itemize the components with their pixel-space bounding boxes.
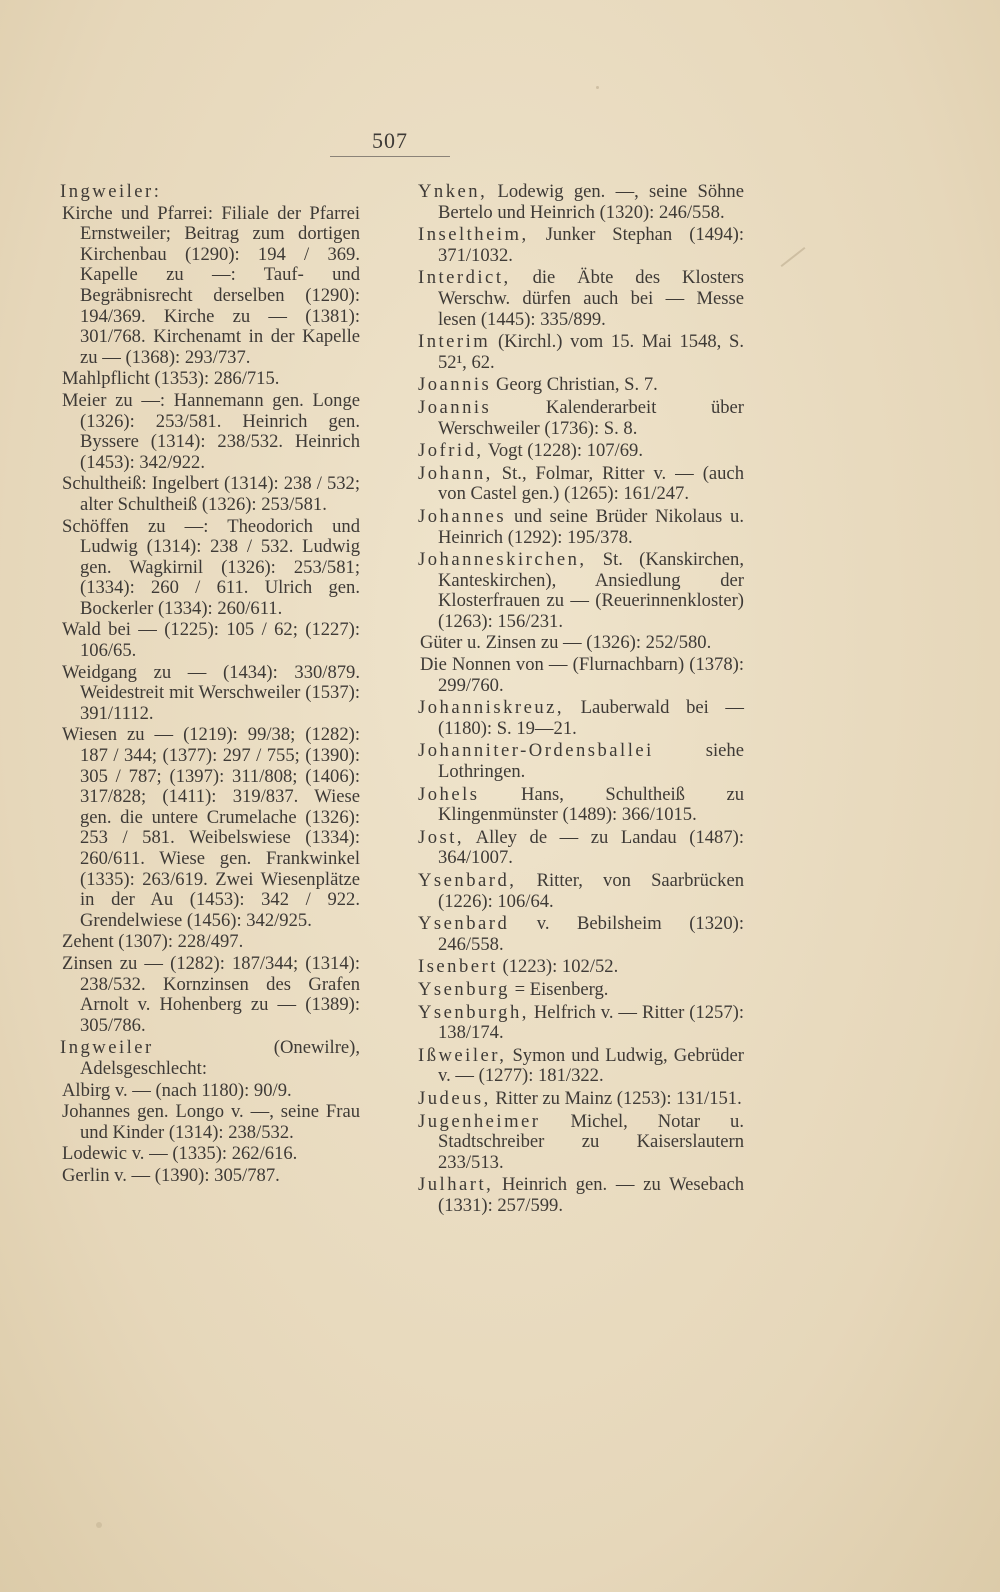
entry-term: Ißweiler, — [418, 1044, 507, 1066]
sub-entry: Schöffen zu —: Theodorich und Ludwig (1314): 238 / 532. Ludwig gen. Wagkirnil (1326): 253/581; (1334): 260 / 611. Ulrich gen. Bockerler (1334): 260/611. — [62, 515, 360, 619]
entry-text: Helfrich v. — Ritter (1257): 138/174. — [438, 1001, 744, 1044]
entry-term: Ysenburgh, — [418, 1001, 529, 1023]
index-entry — [418, 464, 744, 505]
entry-heading — [418, 1112, 744, 1174]
sub-entry: Güter u. Zinsen zu — (1326): 252/580. — [420, 632, 712, 654]
entry-text: (1223): 102/52. — [502, 956, 619, 978]
entry-term: Johannes — [418, 505, 507, 527]
index-entry — [418, 375, 744, 396]
index-entry — [418, 785, 744, 826]
entry-heading — [418, 441, 744, 462]
index-entry — [60, 182, 360, 1036]
entry-heading — [418, 1089, 744, 1110]
entry-text: Heinrich gen. — zu Wesebach (1331): 257/599. — [438, 1174, 744, 1216]
sub-entry: Johannes gen. Longo v. —, seine Frau und Kinder (1314): 238/532. — [62, 1101, 360, 1143]
entry-text: Michel, Notar u. Stadtschreiber zu Kaiserslautern 233/513. — [438, 1110, 744, 1173]
entry-heading — [418, 741, 744, 782]
entry-term: Johann, — [418, 462, 493, 484]
sub-entry: Gerlin v. — (1390): 305/787. — [62, 1164, 280, 1186]
entry-heading — [418, 785, 744, 826]
entry-term: Jugenheimer — [418, 1110, 541, 1132]
entry-heading — [418, 375, 744, 396]
sub-entry: Albirg v. — (nach 1180): 90/9. — [62, 1079, 292, 1101]
entry-term: Inseltheim, — [418, 224, 529, 246]
entry-text: Lauberwald bei — (1180): S. 19—21. — [438, 697, 744, 739]
entry-text: und seine Brüder Nikolaus u. Heinrich (1292): 195/378. — [438, 505, 745, 548]
index-entry — [418, 828, 744, 869]
index-column-right — [418, 182, 744, 1219]
sub-entry: Mahlpflicht (1353): 286/715. — [62, 368, 280, 390]
index-entry — [418, 550, 744, 696]
entry-heading — [418, 332, 744, 373]
entry-heading — [418, 398, 744, 439]
entry-heading — [418, 507, 744, 548]
entry-heading — [418, 980, 744, 1001]
sub-entry: Wald bei — (1225): 105 / 62; (1227): 106/65. — [62, 619, 360, 662]
index-entry — [418, 398, 744, 439]
sub-entry: Lodewic v. — (1335): 262/616. — [62, 1143, 298, 1165]
index-entry — [60, 1038, 360, 1186]
index-entry — [418, 871, 744, 912]
entry-heading — [60, 1038, 360, 1079]
entry-text: die Äbte des Klosters Werschw. dürfen auch bei — Messe lesen (1445): 335/899. — [438, 267, 744, 330]
entry-term: Johanniter-Ordensballei — [418, 740, 654, 762]
entry-text: siehe Lothringen. — [438, 740, 744, 783]
sub-entry: Die Nonnen von — (Flurnachbarn) (1378): 299/760. — [420, 654, 744, 696]
entry-term: Johanniskreuz, — [418, 697, 565, 719]
page-number-rule — [330, 156, 450, 157]
entry-term: Ingweiler — [60, 1037, 154, 1059]
index-entry — [418, 980, 744, 1001]
entry-heading — [418, 828, 744, 869]
entry-heading — [418, 871, 744, 912]
entry-text: Vogt (1228): 107/69. — [487, 440, 643, 462]
index-entry — [418, 182, 744, 223]
entry-text: Lodewig gen. —, seine Söhne Bertelo und Heinrich (1320): 246/558. — [438, 181, 744, 223]
entry-heading — [418, 914, 744, 955]
index-entry — [418, 698, 744, 739]
entry-heading — [418, 464, 744, 505]
entry-term: Jofrid, — [418, 440, 484, 462]
entry-text: Hans, Schultheiß zu Klingenmünster (1489): 366/1015. — [438, 783, 744, 826]
entry-term: Ysenbard, — [418, 870, 517, 891]
entry-text: Junker Stephan (1494): 371/1032. — [438, 224, 744, 266]
entry-text: Ritter, von Saarbrücken (1226): 106/64. — [438, 870, 745, 912]
entry-text: Ritter zu Mainz (1253): 131/151. — [495, 1087, 742, 1109]
entry-term: Interdict, — [418, 267, 511, 289]
sub-entry: Kirche und Pfarrei: Filiale der Pfarrei Ernstweiler; Beitrag zum dortigen Kirchenbau (1290): 194 / 369. Kapelle zu —: Tauf- und Begräbnisrecht derselben (1290): 194/369. Kirche zu — (1381): 301/768. Kirchenamt in der Kapelle zu — (1368): 293/737. — [62, 202, 360, 368]
index-entry — [418, 441, 744, 462]
index-entry — [418, 268, 744, 330]
paper-speck — [596, 86, 599, 89]
index-entry — [418, 1003, 744, 1044]
entry-text: Georg Christian, S. 7. — [495, 374, 658, 396]
entry-term: Ysenburg — [418, 978, 510, 1000]
index-column-left — [60, 182, 360, 1189]
entry-heading — [418, 957, 744, 978]
paper-mark — [781, 247, 806, 267]
sub-entry: Wiesen zu — (1219): 99/38; (1282): 187 / 344; (1377): 297 / 755; (1390): 305 / 787; (1397): 311/808; (1406): 317/828; (1411): 319/837. Wiese gen. die untere Crumelache (1326): 253 / 581. Weibelswiese (1334): 260/611. Wiese gen. Frankwinkel (1335): 263/619. Zwei Wiesenplätze in der Au (1453): 342 / 922. Grendelwiese (1456): 342/925. — [62, 724, 360, 931]
entry-text: (Onewilre), Adelsgeschlecht: — [80, 1037, 360, 1079]
index-entry — [418, 914, 744, 955]
entry-text: Symon und Ludwig, Gebrüder v. — (1277): 181/322. — [438, 1044, 744, 1087]
entry-term: Ingweiler: — [60, 181, 162, 202]
entry-text: = Eisenberg. — [514, 978, 609, 1000]
entry-term: Ynken, — [418, 181, 488, 202]
entry-heading — [418, 1046, 744, 1087]
index-entry — [418, 507, 744, 548]
index-entry — [418, 332, 744, 373]
index-entry — [418, 1112, 744, 1174]
entry-text: Alley de — zu Landau (1487): 364/1007. — [438, 826, 744, 869]
entry-heading — [418, 1003, 744, 1044]
entry-term: Joannis — [418, 374, 492, 396]
entry-heading — [418, 550, 744, 632]
entry-heading — [418, 225, 744, 266]
entry-term: Isenbert — [418, 956, 498, 978]
entry-heading — [418, 1175, 744, 1216]
entry-text: St., Folmar, Ritter v. — (auch von Castel gen.) (1265): 161/247. — [438, 462, 744, 505]
entry-term: Julhart, — [418, 1174, 494, 1196]
entry-term: Johanneskirchen, — [418, 549, 587, 571]
entry-text: Kalenderarbeit über Werschweiler (1736): S. 8. — [438, 396, 744, 439]
sub-entry: Meier zu —: Hannemann gen. Longe (1326): 253/581. Heinrich gen. Byssere (1314): 238/532. Heinrich (1453): 342/922. — [62, 389, 360, 473]
index-entry — [418, 1089, 744, 1110]
sub-entry: Zehent (1307): 228/497. — [62, 931, 244, 953]
entry-term: Joannis — [418, 396, 492, 418]
index-entry — [418, 225, 744, 266]
entry-term: Jost, — [418, 826, 465, 848]
sub-entry: Zinsen zu — (1282): 187/344; (1314): 238/532. Kornzinsen des Grafen Arnolt v. Hohenberg zu — (1389): 305/786. — [62, 952, 360, 1036]
page-number: 507 — [372, 128, 408, 153]
entry-term: Ysenbard — [418, 913, 510, 935]
entry-text: v. Bebilsheim (1320): 246/558. — [438, 913, 744, 955]
index-entry — [418, 957, 744, 978]
entry-text: (Kirchl.) vom 15. Mai 1548, S. 52¹, 62. — [438, 331, 744, 373]
paper-speck — [96, 1522, 102, 1528]
entry-text: St. (Kanskirchen, Kanteskirchen), Ansiedlung der Klosterfrauen zu — (Reuerinnenkloster) (1263): 156/231. — [438, 549, 744, 632]
entry-heading — [60, 182, 360, 203]
entry-term: Johels — [418, 783, 480, 805]
index-entry — [418, 741, 744, 782]
entry-term: Judeus, — [418, 1087, 491, 1109]
entry-heading — [418, 182, 744, 223]
index-entry — [418, 1046, 744, 1087]
entry-term: Interim — [418, 331, 491, 353]
index-entry — [418, 1175, 744, 1216]
entry-heading — [418, 698, 744, 739]
sub-entry: Schultheiß: Ingelbert (1314): 238 / 532; alter Schultheiß (1326): 253/581. — [62, 473, 360, 515]
entry-heading — [418, 268, 744, 330]
sub-entry: Weidgang zu — (1434): 330/879. Weidestreit mit Werschweiler (1537): 391/1112. — [62, 661, 360, 724]
